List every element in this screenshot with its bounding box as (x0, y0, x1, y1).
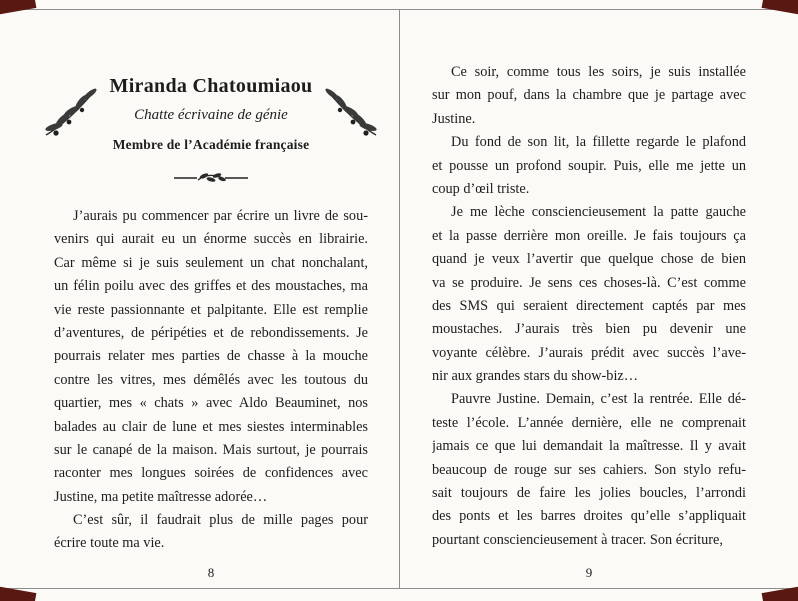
character-subtitle: Chatte écrivaine de génie (134, 107, 288, 123)
text-line: sur mon pouf, dans la chambre que je partage avec (432, 87, 746, 104)
text-line: d’aventures, de péripéties et de rebondissements. Je (54, 324, 368, 341)
right-page (432, 9, 746, 588)
text-line: un félin poilu avec des griffes et des moustaches, ma (54, 278, 368, 295)
text-line: Du fond de son lit, la fillette regarde le plafond (451, 134, 746, 151)
text-line: C’est sûr, il faudrait plus de mille pages pour (73, 512, 368, 529)
text-line: vie reste passionnante et palpitante. Elle est remplie (54, 301, 368, 318)
paragraph (432, 131, 746, 201)
text-line: Je me lèche consciencieusement la patte gauche (451, 204, 746, 221)
paragraph (432, 61, 746, 131)
text-line: jamais ce que lui demandait la maîtresse. Il y avait (432, 438, 746, 455)
text-line: Car même si je suis seulement un chat nonchalant, (54, 254, 368, 271)
text-line: sur le canapé de la maison. Mais surtout, je pourrais (54, 441, 368, 458)
text-line: contre les vitres, mes démêlés avec les toutous du (54, 371, 368, 388)
text-line: et pousse un profond soupir. Puis, elle me jette un (432, 157, 746, 174)
right-page-body (432, 61, 746, 552)
book-spine-line (399, 9, 400, 588)
text-line: nir aux grandes stars du show-biz… (432, 368, 639, 385)
text-line: des SMS qui seraient directement captés par mes (432, 297, 746, 314)
olive-branch-icon (322, 83, 380, 139)
text-line: balades au clair de lune et mes siestes interminables (54, 418, 368, 435)
text-line: voyante célèbre. J’aurais prédit avec succès l’ave- (432, 344, 746, 361)
text-line: Justine, ma petite maîtresse adorée… (54, 488, 268, 505)
text-line: quartier, mes « chats » avec Aldo Beauminet, nos (54, 395, 368, 412)
page-bottom-edge-rule (0, 588, 798, 589)
page-number: 9 (585, 565, 593, 580)
olive-branch-icon (42, 83, 100, 139)
text-line: écrire toute ma vie. (54, 535, 165, 552)
text-line: sait toujours de faire les jolies boucles, l’arrondi (432, 485, 746, 502)
text-line: quand je veux l’avertir que quelque chose de bien (432, 251, 746, 268)
text-line: beaucoup de rouge sur ses cahiers. Son stylo refu- (432, 461, 746, 478)
left-page-body (54, 205, 368, 556)
chapter-masthead (54, 65, 368, 191)
character-name-title: Miranda Chatoumiaou (109, 75, 313, 97)
text-line: teste l’école. L’année dernière, elle ne comprenait (432, 414, 746, 431)
paragraph (432, 388, 746, 552)
character-membership: Membre de l’Académie française (112, 137, 310, 152)
paragraph (54, 509, 368, 556)
text-line: coup d’œil triste. (432, 180, 530, 197)
twig-ornament-icon (54, 170, 368, 191)
left-page (54, 9, 368, 588)
cover-corner-top-right (762, 0, 798, 16)
text-line: pourtant consciencieusement à tracer. Son écriture, (432, 531, 723, 548)
cover-corner-top-left (0, 0, 36, 16)
page-number: 8 (207, 565, 215, 580)
text-line: pourrais relater mes parties de chasse à la mouche (54, 348, 368, 365)
text-line: Ce soir, comme tous les soirs, je suis installée (451, 64, 746, 80)
text-line: raconter mes longues soirées de confidences avec (54, 465, 368, 482)
text-line: des ponts et les barres droites qu’elle s’appliquait (432, 508, 746, 525)
text-line: Justine. (432, 110, 476, 127)
text-line: et la passe derrière mon oreille. Je fais toujours ça (432, 227, 746, 244)
paragraph (54, 205, 368, 509)
text-line: va se produire. Je sens ces choses-là. C’est comme (432, 274, 746, 291)
text-line: venirs qui aurait eu un énorme succès en librairie. (54, 231, 368, 248)
text-line: Pauvre Justine. Demain, c’est la rentrée. Elle dé- (451, 391, 746, 408)
paragraph (432, 201, 746, 388)
text-line: moustaches. J’aurais très bien pu devenir une (432, 321, 746, 338)
text-line: J’aurais pu commencer par écrire un livre de sou- (73, 208, 368, 224)
